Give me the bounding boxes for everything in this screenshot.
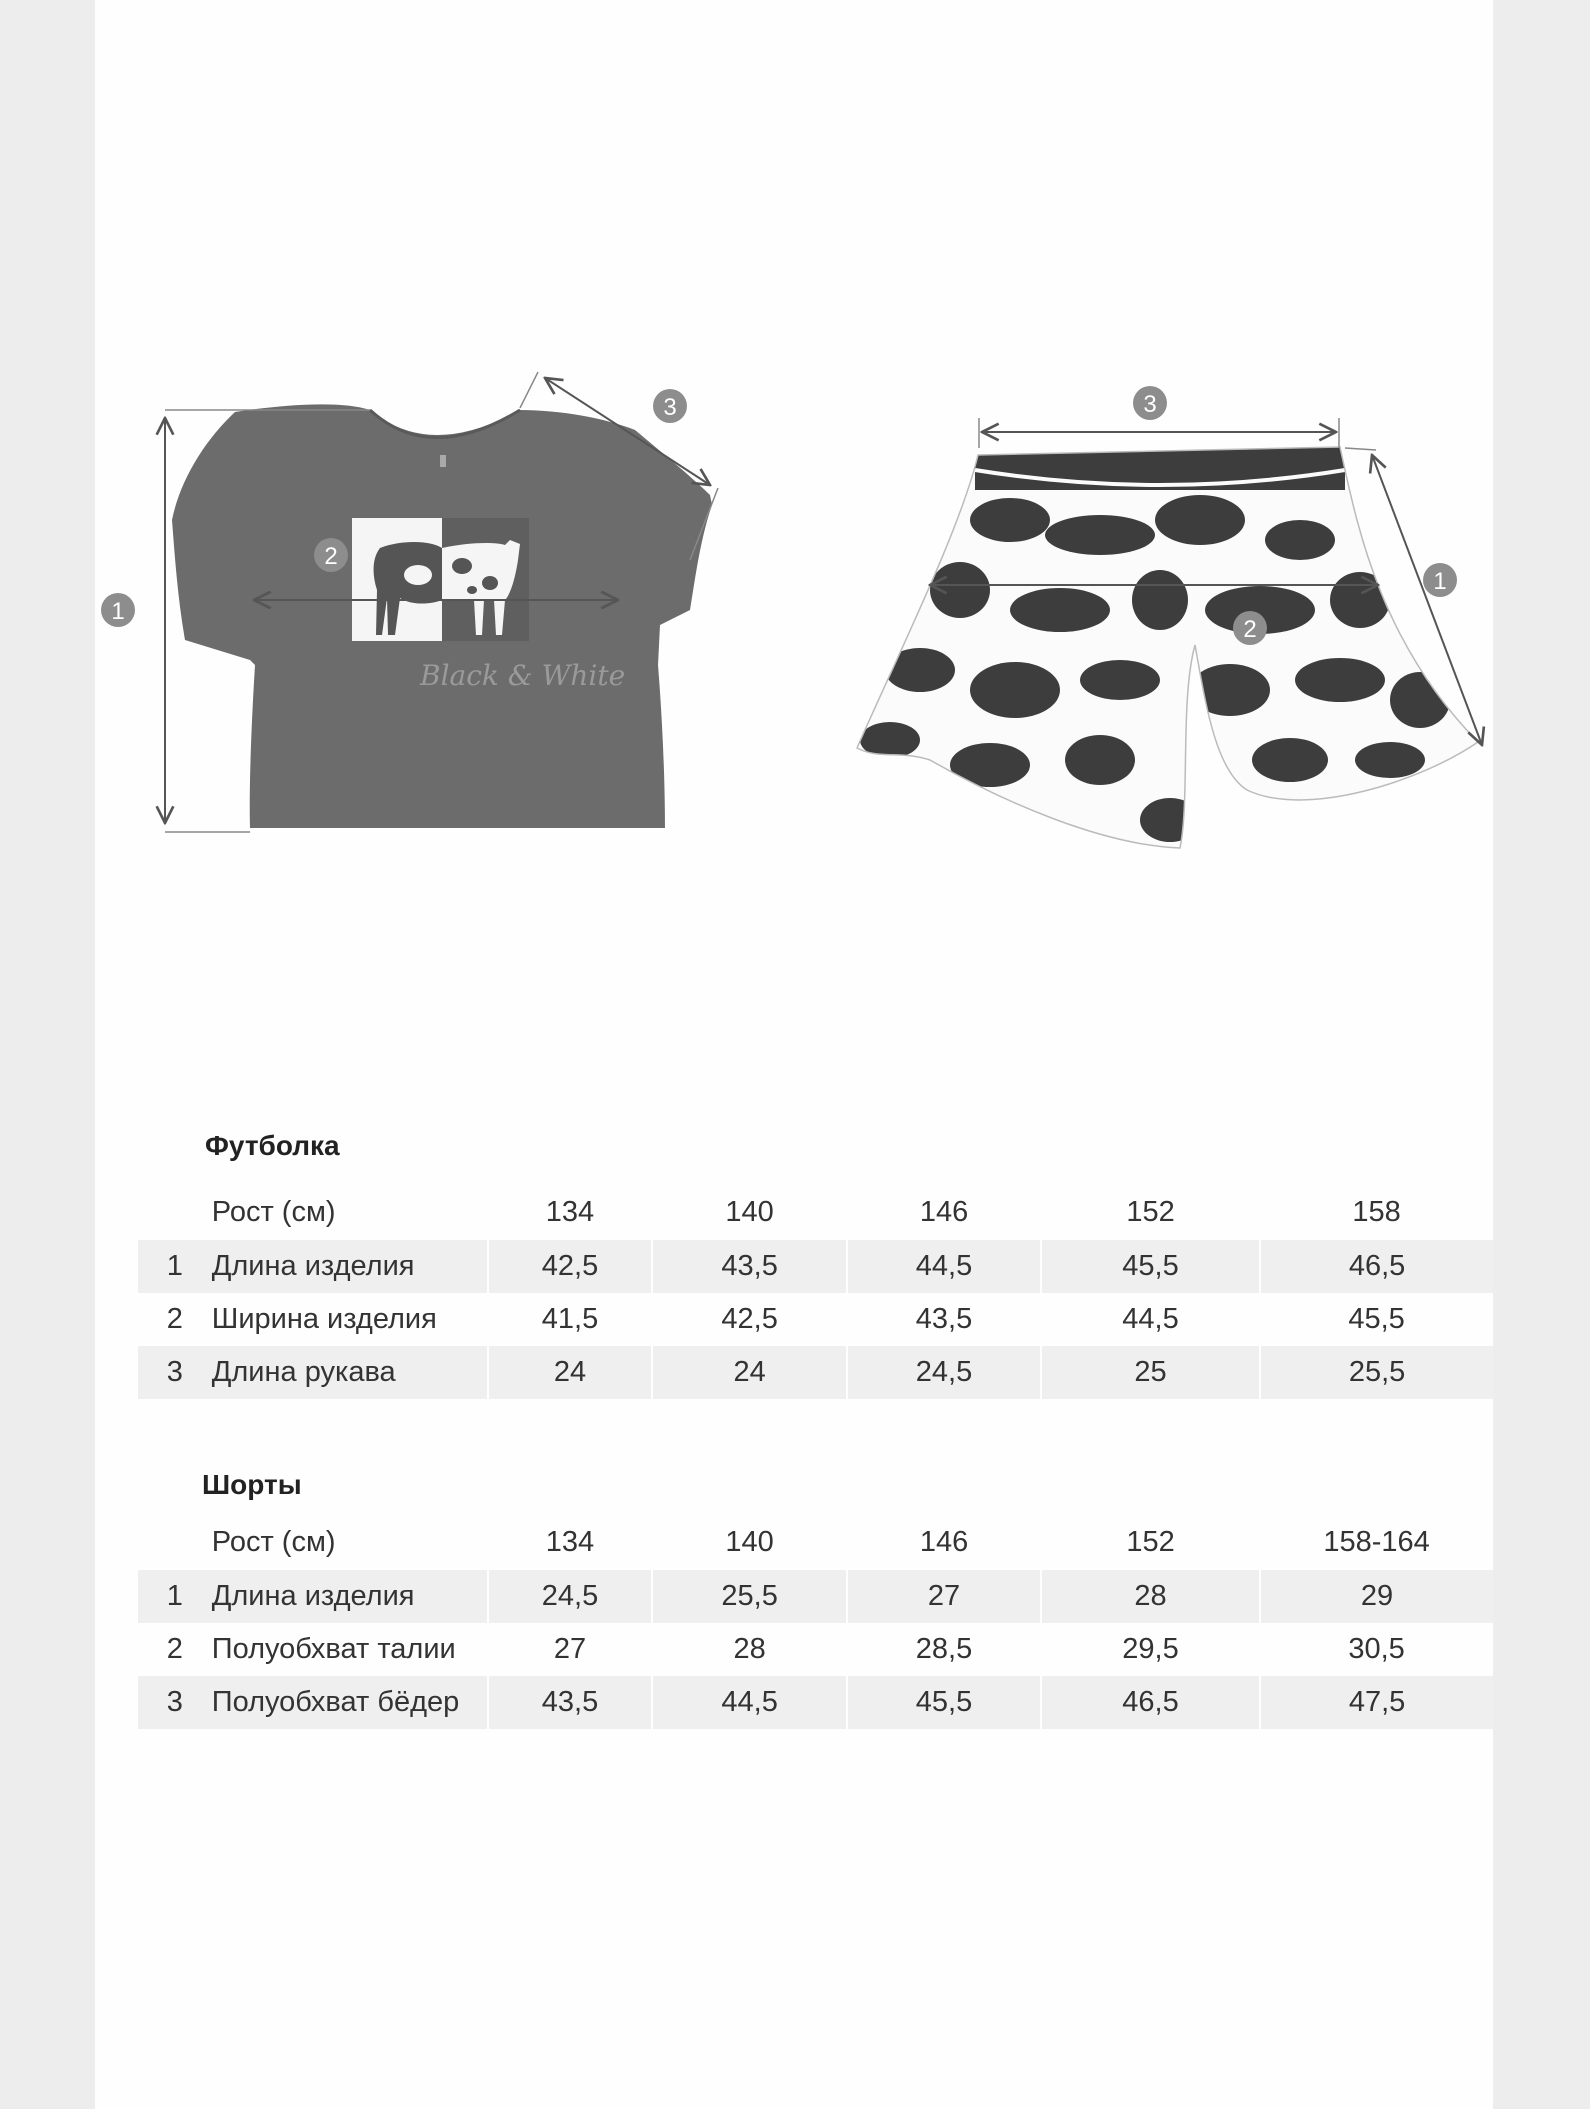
table-cell: 24,5 <box>488 1570 652 1623</box>
table-row <box>138 1346 1493 1399</box>
table-cell: 44,5 <box>847 1240 1041 1293</box>
table-row <box>138 1293 1493 1346</box>
row-number: 3 <box>138 1676 212 1729</box>
table-cell: 25,5 <box>652 1570 847 1623</box>
cow-print <box>352 518 529 641</box>
table-cell: 45,5 <box>1348 1303 1405 1335</box>
row-label: Длина изделия <box>212 1570 488 1623</box>
table-row <box>138 1623 1493 1676</box>
tshirt-marker-3: 3 <box>663 394 677 421</box>
table-cell: 25,5 <box>1260 1346 1493 1399</box>
shorts-marker-1: 1 <box>1433 568 1447 595</box>
table-cell: 29 <box>1260 1570 1493 1623</box>
table-cell: 27 <box>553 1633 587 1665</box>
tshirt-marker-2: 2 <box>324 543 338 570</box>
table-cell: 43,5 <box>915 1303 973 1335</box>
row-number: 2 <box>166 1633 183 1665</box>
tshirt-print-text: Black & White <box>420 659 626 692</box>
table-cell: 46,5 <box>1260 1240 1493 1293</box>
row-label: Полуобхват талии <box>211 1633 456 1665</box>
size-col: 140 <box>725 1195 774 1228</box>
table-cell: 29,5 <box>1122 1633 1179 1665</box>
table-cell: 44,5 <box>652 1676 847 1729</box>
table-cell: 28,5 <box>915 1633 973 1665</box>
row-label: Ширина изделия <box>211 1303 437 1335</box>
shorts-figure <box>840 386 1490 860</box>
table-cell: 46,5 <box>1041 1676 1260 1729</box>
shorts-marker-3: 3 <box>1143 391 1157 418</box>
row-number: 2 <box>166 1303 183 1335</box>
shorts-marker-2: 2 <box>1243 616 1257 643</box>
size-col: 134 <box>545 1525 595 1558</box>
row-number: 1 <box>138 1240 212 1293</box>
size-col: 146 <box>919 1525 969 1558</box>
table-cell: 25 <box>1041 1346 1260 1399</box>
row-number: 1 <box>138 1570 212 1623</box>
size-col: 140 <box>725 1525 774 1558</box>
table-cell: 30,5 <box>1348 1633 1405 1665</box>
size-col: 146 <box>919 1195 969 1228</box>
table-row <box>138 1676 1493 1729</box>
table-cell: 27 <box>847 1570 1041 1623</box>
tshirt-figure <box>101 372 718 832</box>
size-col: 152 <box>1126 1525 1175 1558</box>
row-label: Полуобхват бёдер <box>212 1676 488 1729</box>
table-cell: 24,5 <box>847 1346 1041 1399</box>
size-col: 158-164 <box>1323 1525 1430 1558</box>
table-cell: 24 <box>488 1346 652 1399</box>
table-cell: 42,5 <box>488 1240 652 1293</box>
row-number: 3 <box>138 1346 212 1399</box>
tshirt-size-table <box>138 1184 1493 1399</box>
table-header-row <box>138 1514 1493 1570</box>
diagram-svg <box>0 0 1590 900</box>
table-cell: 41,5 <box>541 1303 599 1335</box>
table-row <box>138 1240 1493 1293</box>
table-header-row <box>138 1184 1493 1240</box>
tshirt-table-title: Футболка <box>205 1130 340 1161</box>
table-cell: 43,5 <box>652 1240 847 1293</box>
size-col: 158 <box>1352 1195 1401 1228</box>
table-cell: 45,5 <box>1041 1240 1260 1293</box>
table-cell: 28 <box>733 1633 766 1665</box>
row-number <box>138 1184 212 1240</box>
shorts-table-title: Шорты <box>202 1469 302 1500</box>
row-number <box>138 1514 212 1570</box>
table-row <box>138 1570 1493 1623</box>
table-cell: 44,5 <box>1122 1303 1179 1335</box>
height-label: Рост (см) <box>211 1525 336 1558</box>
tshirt-marker-1: 1 <box>111 598 125 625</box>
size-col: 134 <box>545 1195 595 1228</box>
shorts-size-table <box>138 1514 1493 1729</box>
row-label: Длина изделия <box>212 1240 488 1293</box>
table-cell: 28 <box>1041 1570 1260 1623</box>
table-cell: 47,5 <box>1260 1676 1493 1729</box>
row-label: Длина рукава <box>212 1346 488 1399</box>
height-label: Рост (см) <box>211 1195 336 1228</box>
table-cell: 24 <box>652 1346 847 1399</box>
size-col: 152 <box>1126 1195 1175 1228</box>
table-cell: 42,5 <box>721 1303 778 1335</box>
table-cell: 43,5 <box>488 1676 652 1729</box>
garment-diagrams <box>0 0 1590 900</box>
table-cell: 45,5 <box>847 1676 1041 1729</box>
